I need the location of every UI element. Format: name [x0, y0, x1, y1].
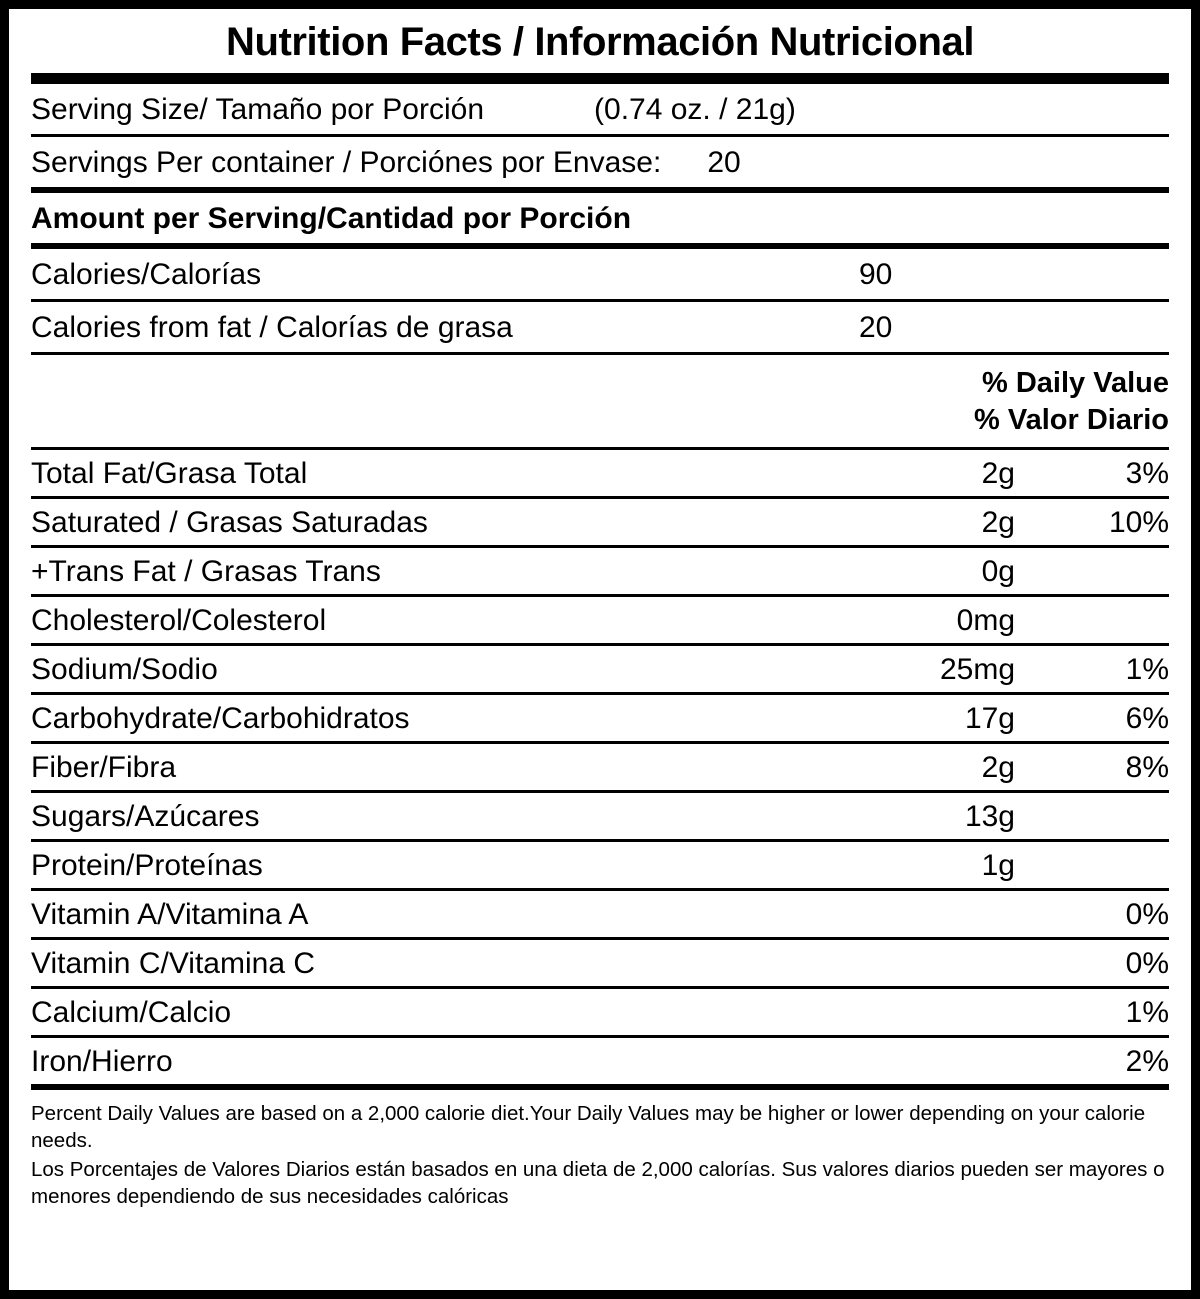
nutrient-name: Total Fat/Grasa Total: [31, 457, 308, 490]
footnote: [31, 1090, 1169, 1210]
servings-per-container-row: [31, 137, 1169, 187]
amount-per-serving-label: Amount per Serving/Cantidad por Porción: [31, 202, 632, 235]
nutrient-name: Carbohydrate/Carbohidratos: [31, 702, 410, 735]
nutrient-name: Sodium/Sodio: [31, 653, 218, 686]
nutrient-name: Calcium/Calcio: [31, 996, 232, 1029]
page-title: Nutrition Facts / Información Nutricional: [225, 20, 975, 64]
daily-value-heading-en: % Daily Value: [982, 367, 1169, 399]
nutrient-daily-value: 1%: [1125, 996, 1169, 1029]
nutrient-amount: 0mg: [956, 604, 1015, 637]
daily-value-heading-es: % Valor Diario: [973, 404, 1169, 436]
nutrient-daily-value: 3%: [1125, 457, 1169, 490]
servings-per-container-value: 20: [707, 146, 741, 179]
nutrient-amount: 2g: [981, 506, 1015, 539]
nutrient-amount: 2g: [981, 751, 1015, 784]
footnote-es: Los Porcentajes de Valores Diarios están basados en una dieta de 2,000 calorías. Sus valores diarios pueden ser mayores o menores dependiendo de sus necesidades calóricas: [31, 1158, 1165, 1209]
nutrient-row: [31, 597, 1169, 643]
nutrient-row: [31, 1038, 1169, 1084]
calories-label: Calories/Calorías: [31, 258, 262, 291]
calories-from-fat-label: Calories from fat / Calorías de grasa: [31, 311, 513, 344]
nutrient-row: [31, 940, 1169, 986]
serving-size-value: (0.74 oz. / 21g): [594, 93, 796, 126]
calories-value: 90: [859, 258, 893, 291]
serving-size-label: Serving Size/ Tamaño por Porción: [31, 93, 485, 126]
nutrient-row: [31, 744, 1169, 790]
nutrient-name: Vitamin C/Vitamina C: [31, 947, 316, 980]
nutrient-daily-value: 6%: [1125, 702, 1169, 735]
nutrient-amount: 2g: [981, 457, 1015, 490]
nutrient-name: Vitamin A/Vitamina A: [31, 898, 309, 931]
calories-row: [31, 249, 1169, 299]
nutrient-name: +Trans Fat / Grasas Trans: [31, 555, 381, 588]
nutrient-daily-value: 10%: [1108, 506, 1169, 539]
nutrient-daily-value: 2%: [1125, 1045, 1169, 1078]
nutrient-daily-value: 8%: [1125, 751, 1169, 784]
nutrient-name: Cholesterol/Colesterol: [31, 604, 327, 637]
nutrient-amount: 1g: [981, 849, 1015, 882]
nutrient-name: Saturated / Grasas Saturadas: [31, 506, 428, 539]
divider-thick-top: [31, 73, 1169, 84]
calories-from-fat-row: [31, 302, 1169, 352]
nutrient-amount: 25mg: [939, 653, 1015, 686]
nutrient-row: [31, 548, 1169, 594]
nutrient-name: Protein/Proteínas: [31, 849, 263, 882]
footnote-en: Percent Daily Values are based on a 2,000 calorie diet.Your Daily Values may be higher or lower depending on your calorie needs.: [31, 1102, 1146, 1153]
nutrient-name: Iron/Hierro: [31, 1045, 173, 1078]
serving-size-row: [31, 84, 1169, 134]
nutrient-amount: 0g: [981, 555, 1015, 588]
nutrient-name: Fiber/Fibra: [31, 751, 177, 784]
nutrient-row: [31, 499, 1169, 545]
servings-per-container-label: Servings Per container / Porciónes por Envase:: [31, 146, 662, 179]
nutrient-row: [31, 891, 1169, 937]
calories-from-fat-value: 20: [859, 311, 893, 344]
nutrient-daily-value: 0%: [1125, 947, 1169, 980]
nutrient-row: [31, 450, 1169, 496]
nutrient-row: [31, 842, 1169, 888]
nutrient-daily-value: 1%: [1125, 653, 1169, 686]
nutrient-row: [31, 695, 1169, 741]
nutrient-row: [31, 793, 1169, 839]
nutrient-amount: 13g: [964, 800, 1015, 833]
nutrient-name: Sugars/Azúcares: [31, 800, 260, 833]
label-inner: [9, 9, 1191, 1290]
nutrient-row: [31, 989, 1169, 1035]
nutrient-daily-value: 0%: [1125, 898, 1169, 931]
nutrient-row: [31, 646, 1169, 692]
nutrient-amount: 17g: [964, 702, 1015, 735]
